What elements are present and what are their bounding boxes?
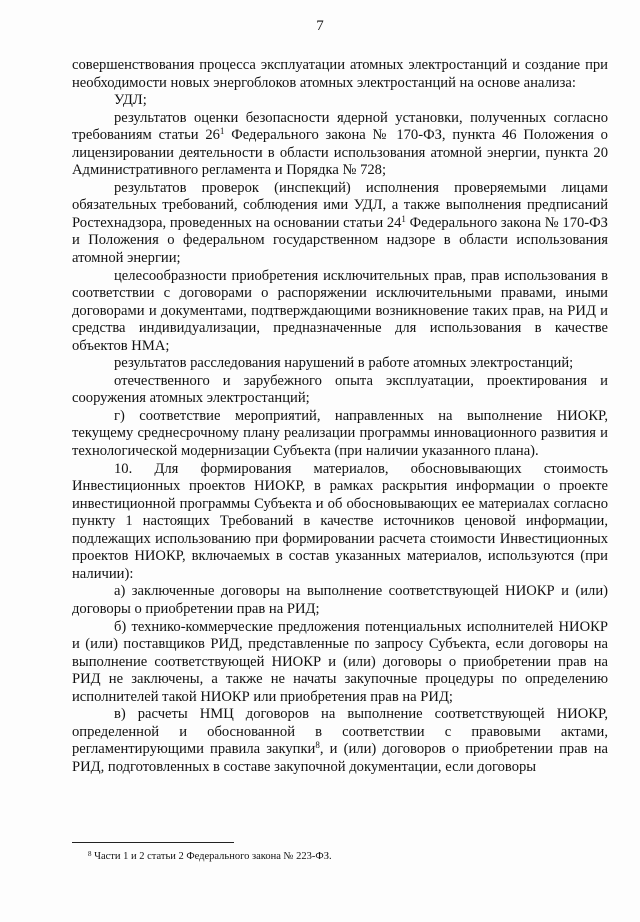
paragraph bbox=[72, 461, 608, 584]
paragraph bbox=[72, 355, 608, 373]
footnote-marker: 8 bbox=[88, 850, 92, 858]
paragraph-text: результатов расследования нарушений в работе атомных электростанций; bbox=[114, 355, 574, 372]
paragraph-text: Федерального закона № 170-ФЗ, пункта 46 Положения о лицензировании деятельности в области использования атомной энергии, пункта 20 Административного регламента и Порядка № 728; bbox=[72, 127, 608, 179]
paragraph bbox=[72, 57, 608, 92]
paragraph bbox=[72, 92, 608, 110]
paragraph-text: Федерального закона № 170-ФЗ и Положения о федеральном государственном надзоре в области использования атомной энергии; bbox=[72, 214, 608, 267]
paragraph bbox=[72, 706, 608, 776]
paragraph bbox=[72, 110, 608, 180]
paragraph-text: УДЛ; bbox=[114, 92, 147, 109]
paragraph-text: , и (или) договоров о приобретении прав на РИД, подготовленных в составе закупочной документации, если договоры bbox=[72, 741, 609, 775]
paragraph-text: в) расчеты НМЦ договоров на выполнение соответствующей НИОКР, определенной и обоснованной в соответствии с правовыми актами, регламентирующими правила закупки bbox=[72, 706, 608, 758]
paragraph-text: целесообразности приобретения исключительных прав, прав использования в соответствии с договорами о распоряжении исключительными правами, иными договорами и документами, подтверждающими возникновение таких прав, на РИД и средства индивидуализации, предназначенные для использования в качестве объектов НМА; bbox=[72, 267, 608, 354]
paragraph-text: г) соответствие мероприятий, направленных на выполнение НИОКР, текущему среднесрочному плану реализации программы инновационного развития и технологической модернизации Субъекта (при наличии указанного плана). bbox=[72, 407, 608, 460]
paragraph bbox=[72, 408, 608, 461]
paragraph bbox=[72, 619, 608, 707]
document-body bbox=[72, 57, 608, 776]
footnote-divider bbox=[72, 842, 234, 843]
paragraph-text: совершенствования процесса эксплуатации атомных электростанций и создание при необходимости новых энергоблоков атомных электростанций на основе анализа: bbox=[72, 57, 608, 91]
paragraph-text: а) заключенные договоры на выполнение соответствующей НИОКР и (или) договоры о приобретении прав на РИД; bbox=[72, 583, 608, 617]
paragraph-text: отечественного и зарубежного опыта эксплуатации, проектирования и сооружения атомных электростанций; bbox=[72, 372, 608, 407]
footnote-reference: 1 bbox=[401, 213, 406, 224]
footnote-reference: 8 bbox=[315, 740, 320, 751]
footnote-reference: 1 bbox=[219, 126, 225, 137]
paragraph bbox=[72, 268, 608, 356]
paragraph bbox=[72, 583, 608, 618]
footnote bbox=[88, 850, 588, 863]
paragraph-text: результатов проверок (инспекций) исполнения проверяемыми лицами обязательных требований, соблюдения ими УДЛ, а также выполнения предписаний Ростехнадзора, проведенных на основании статьи 24 bbox=[72, 179, 608, 231]
paragraph-text: 10. Для формирования материалов, обосновывающих стоимость Инвестиционных проектов НИОКР, в рамках раскрытия информации о проекте инвестиционной программы Субъекта и об обосновывающих ее материалах согласно пункту 1 настоящих Требований в качестве источников ценовой информации, подлежащих использованию при формировании расчета стоимости Инвестиционных проектов НИОКР, включаемых в состав указанных материалов, используются (при наличии): bbox=[72, 460, 608, 582]
paragraph bbox=[72, 373, 608, 408]
footnote-text: Части 1 и 2 статьи 2 Федерального закона № 223-ФЗ. bbox=[91, 851, 332, 862]
paragraph bbox=[72, 180, 608, 268]
page-number: 7 bbox=[316, 18, 324, 34]
paragraph-text: результатов оценки безопасности ядерной установки, полученных согласно требованиям статьи 26 bbox=[72, 109, 608, 144]
paragraph-text: б) технико-коммерческие предложения потенциальных исполнителей НИОКР и (или) поставщиков РИД, представленные по запросу Субъекта, если договоры на выполнение соответствующей НИОКР и (или) договоры о приобретении прав на РИД не заключены, а также не начаты закупочные процедуры по определению исполнителей такой НИОКР или приобретения прав на РИД; bbox=[72, 618, 608, 705]
